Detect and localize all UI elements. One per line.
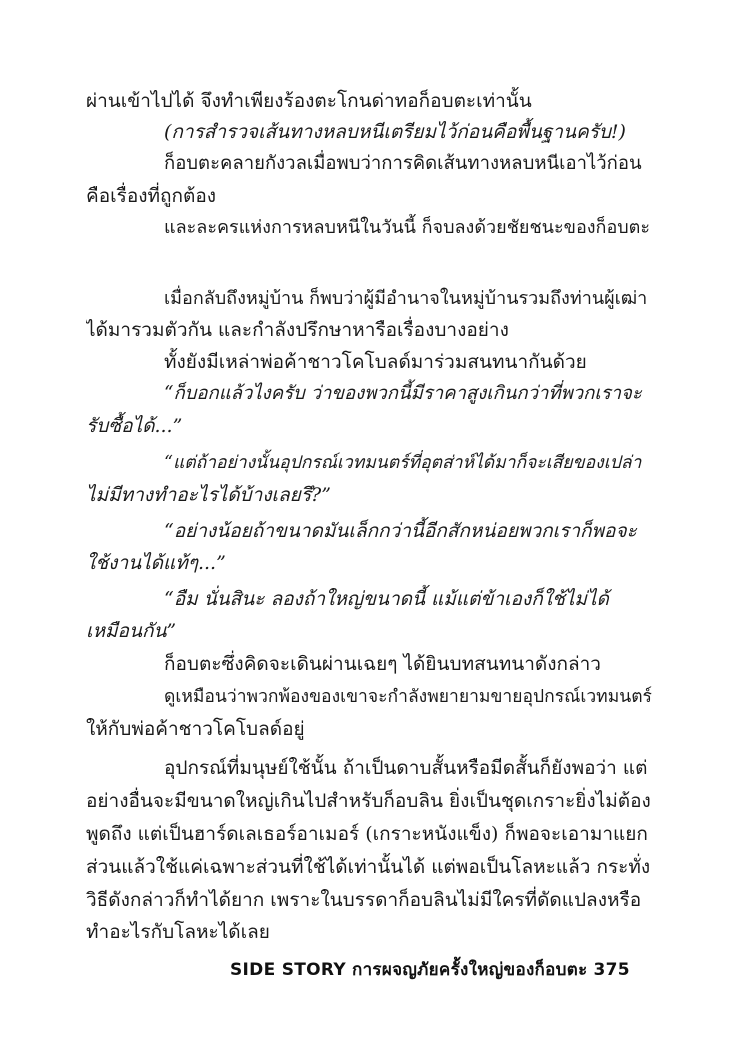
text-line: ก็อบตะคลายกังวลเมื่อพบว่าการคิดเส้นทางหลบหนีเอาไว้ก่อน xyxy=(164,153,642,174)
footer-title: การผจญภัยครั้งใหญ่ของก็อบตะ xyxy=(351,960,588,980)
text-line: และละครแห่งการหลบหนีในวันนี้ ก็จบลงด้วยชัยชนะของก็อบตะ xyxy=(164,217,651,238)
dialogue-line: เหมือนกัน” xyxy=(86,620,177,642)
dialogue-line: ใช้งานได้แท้ๆ...” xyxy=(86,552,226,574)
text-line: คือเรื่องที่ถูกต้อง xyxy=(86,185,217,207)
dialogue-line: รับซื้อได้...” xyxy=(86,415,183,437)
text-line: เมื่อกลับถึงหมู่บ้าน ก็พบว่าผู้มีอำนาจในหมู่บ้านรวมถึงท่านผู้เฒ่า xyxy=(164,288,648,309)
text-line: วิธีดังกล่าวก็ทำได้ยาก เพราะในบรรดาก็อบลินไม่มีใครที่ดัดแปลงหรือ xyxy=(86,889,642,911)
text-line: ก็อบตะซึ่งคิดจะเดินผ่านเฉยๆ ได้ยินบทสนทนาดังกล่าว xyxy=(164,653,601,675)
text-line: ทำอะไรกับโลหะได้เลย xyxy=(86,921,270,943)
text-line: อย่างอื่นจะมีขนาดใหญ่เกินไปสำหรับก็อบลิน ยิ่งเป็นชุดเกราะยิ่งไม่ต้อง xyxy=(86,790,651,812)
text-line: ส่วนแล้วใช้แค่เฉพาะส่วนที่ใช้ได้เท่านั้นได้ แต่พอเป็นโลหะแล้ว กระทั่ง xyxy=(86,856,651,878)
page-footer xyxy=(230,958,650,982)
text-line: ผ่านเข้าไปได้ จึงทำเพียงร้องตะโกนด่าทอก็อบตะเท่านั้น xyxy=(86,90,532,112)
dialogue-line: ไม่มีทางทำอะไรได้บ้างเลยรึ?” xyxy=(86,484,331,506)
dialogue-line: “อย่างน้อยถ้าขนาดมันเล็กกว่านี้อีกสักหน่อยพวกเราก็พอจะ xyxy=(164,520,637,542)
text-line: ดูเหมือนว่าพวกพ้องของเขาจะกำลังพยายามขายอุปกรณ์เวทมนตร์ xyxy=(164,687,652,707)
text-line: อุปกรณ์ที่มนุษย์ใช้นั้น ถ้าเป็นดาบสั้นหรือมีดสั้นก็ยังพอว่า แต่ xyxy=(164,757,648,779)
text-line: พูดถึง แต่เป็นฮาร์ดเลเธอร์อาเมอร์ (เกราะหนังแข็ง) ก็พอจะเอามาแยก xyxy=(86,823,648,845)
text-line: (การสำรวจเส้นทางหลบหนีเตรียมไว้ก่อนคือพื้นฐานครับ!) xyxy=(164,121,626,143)
text-line: ทั้งยังมีเหล่าพ่อค้าชาวโคโบลด์มาร่วมสนทนากันด้วย xyxy=(164,351,587,373)
text-line: ให้กับพ่อค้าชาวโคโบลด์อยู่ xyxy=(86,718,305,740)
dialogue-line: “อืม นั่นสินะ ลองถ้าใหญ่ขนาดนี้ แม้แต่ข้าเองก็ใช้ไม่ได้ xyxy=(164,588,609,610)
text-line: ได้มารวมตัวกัน และกำลังปรึกษาหารือเรื่องบางอย่าง xyxy=(86,319,509,341)
dialogue-line: “ก็บอกแล้วไงครับ ว่าของพวกนี้มีราคาสูงเกินกว่าที่พวกเราจะ xyxy=(164,383,642,404)
footer-label: SIDE STORY xyxy=(230,960,346,980)
page-number: 375 xyxy=(593,960,630,980)
dialogue-line: “แต่ถ้าอย่างนั้นอุปกรณ์เวทมนตร์ที่อุตส่าห์ได้มาก็จะเสียของเปล่า xyxy=(164,453,642,473)
